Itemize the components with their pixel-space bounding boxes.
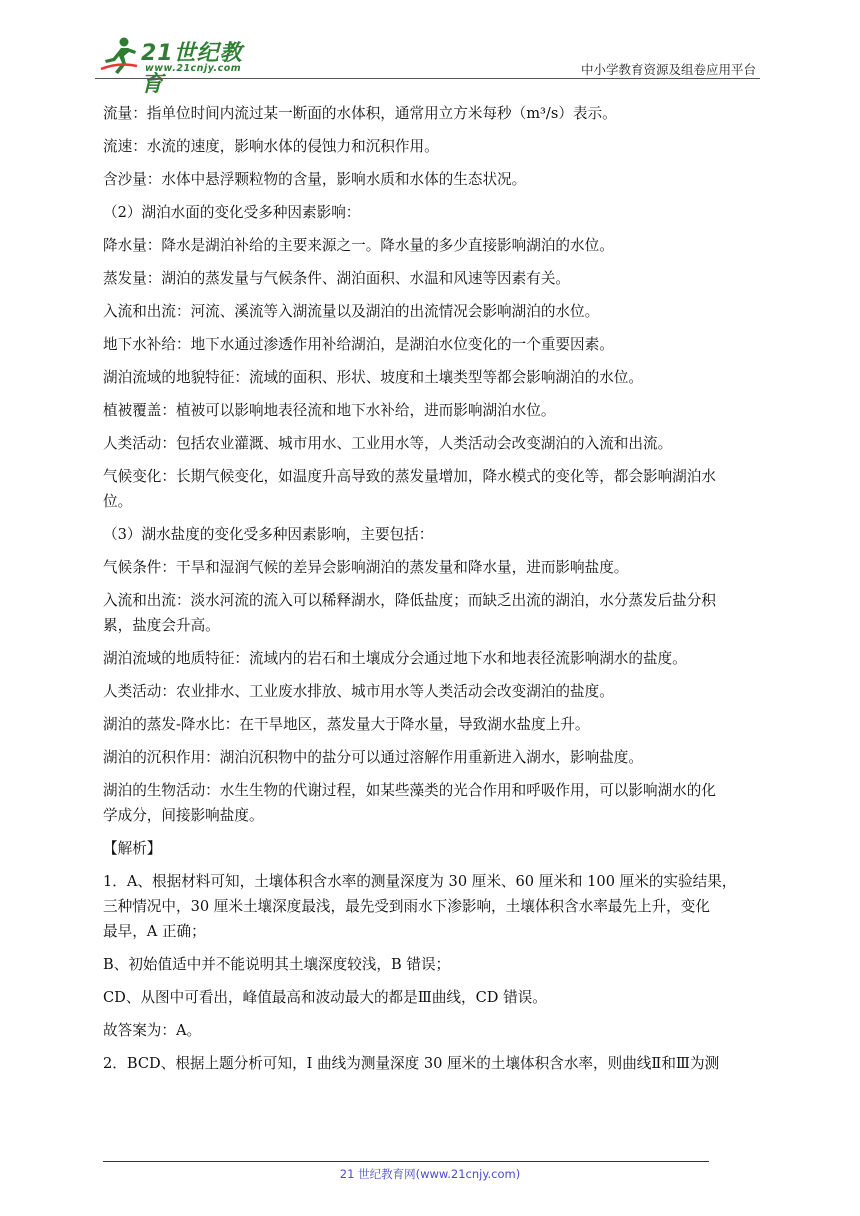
text-line: 降水量：降水是湖泊补给的主要来源之一。降水量的多少直接影响湖泊的水位。 <box>103 237 614 254</box>
text-line: 湖泊的沉积作用：湖泊沉积物中的盐分可以通过溶解作用重新进入湖水，影响盐度。 <box>103 749 643 766</box>
text-line: 湖泊流域的地貌特征：流域的面积、形状、坡度和土壤类型等都会影响湖泊的水位。 <box>103 369 643 386</box>
site-logo[interactable] <box>95 32 265 97</box>
text-line: 入流和出流：淡水河流的流入可以稀释湖水，降低盐度；而缺乏出流的湖泊，水分蒸发后盐分积 <box>103 592 716 609</box>
runner-logo-icon <box>99 36 139 76</box>
text-line: 三种情况中，30 厘米土壤深度最浅，最先受到雨水下渗影响，土壤体积含水率最先上升，变化 <box>103 898 710 915</box>
text-line: 累，盐度会升高。 <box>103 617 220 634</box>
logo-title: 21世纪教育 <box>141 41 243 97</box>
text-line: 2．BCD、根据上题分析可知，I 曲线为测量深度 30 厘米的土壤体积含水率，则曲线Ⅱ和Ⅲ为测 <box>103 1055 720 1072</box>
text-line: （3）湖水盐度的变化受多种因素影响，主要包括： <box>103 526 434 543</box>
page-header <box>95 30 760 97</box>
text-line: 湖泊的生物活动：水生生物的代谢过程，如某些藻类的光合作用和呼吸作用，可以影响湖水的化 <box>103 782 716 799</box>
text-line: 地下水补给：地下水通过渗透作用补给湖泊，是湖泊水位变化的一个重要因素。 <box>103 336 614 353</box>
text-line: 流速：水流的速度，影响水体的侵蚀力和沉积作用。 <box>103 138 439 155</box>
text-line: 湖泊的蒸发-降水比：在干旱地区，蒸发量大于降水量，导致湖水盐度上升。 <box>103 716 590 733</box>
text-line: 学成分，间接影响盐度。 <box>103 807 264 824</box>
text-line: 位。 <box>103 493 133 510</box>
text-line: （2）湖泊水面的变化受多种因素影响： <box>103 204 361 221</box>
footer-divider <box>103 1161 709 1162</box>
text-line: 植被覆盖：植被可以影响地表径流和地下水补给，进而影响湖泊水位。 <box>103 402 556 419</box>
logo-url: www.21cnjy.com <box>145 63 242 74</box>
footer-link[interactable]: 21 世纪教育网(www.21cnjy.com) <box>339 1167 521 1181</box>
text-line: 含沙量：水体中悬浮颗粒物的含量，影响水质和水体的生态状况。 <box>103 171 527 188</box>
text-line: 流量：指单位时间内流过某一断面的水体积，通常用立方米每秒（m³/s）表示。 <box>103 105 617 122</box>
text-line: 气候条件：干旱和湿润气候的差异会影响湖泊的蒸发量和降水量，进而影响盐度。 <box>103 559 629 576</box>
text-line: 湖泊流域的地质特征：流域内的岩石和土壤成分会通过地下水和地表径流影响湖水的盐度。 <box>103 650 687 667</box>
header-divider <box>95 78 760 79</box>
text-line: 人类活动：农业排水、工业废水排放、城市用水等人类活动会改变湖泊的盐度。 <box>103 683 614 700</box>
text-line: CD、从图中可看出，峰值最高和波动最大的都是Ⅲ曲线，CD 错误。 <box>103 989 547 1006</box>
text-line: 【解析】 <box>103 840 162 857</box>
text-line: 入流和出流：河流、溪流等入湖流量以及湖泊的出流情况会影响湖泊的水位。 <box>103 303 600 320</box>
text-line: 最早，A 正确； <box>103 923 206 940</box>
text-line: 蒸发量：湖泊的蒸发量与气候条件、湖泊面积、水温和风速等因素有关。 <box>103 270 571 287</box>
document-body <box>103 102 768 1085</box>
text-line: 1．A、根据材料可知，土壤体积含水率的测量深度为 30 厘米、60 厘米和 100 厘米的实验结果， <box>103 873 737 890</box>
text-line: 气候变化：长期气候变化，如温度升高导致的蒸发量增加，降水模式的变化等，都会影响湖泊水 <box>103 468 716 485</box>
text-line: 人类活动：包括农业灌溉、城市用水、工业用水等，人类活动会改变湖泊的入流和出流。 <box>103 435 673 452</box>
text-line: B、初始值适中并不能说明其土壤深度较浅，B 错误； <box>103 956 451 973</box>
text-line: 故答案为：A。 <box>103 1022 202 1039</box>
platform-name: 中小学教育资源及组卷应用平台 <box>580 62 756 77</box>
